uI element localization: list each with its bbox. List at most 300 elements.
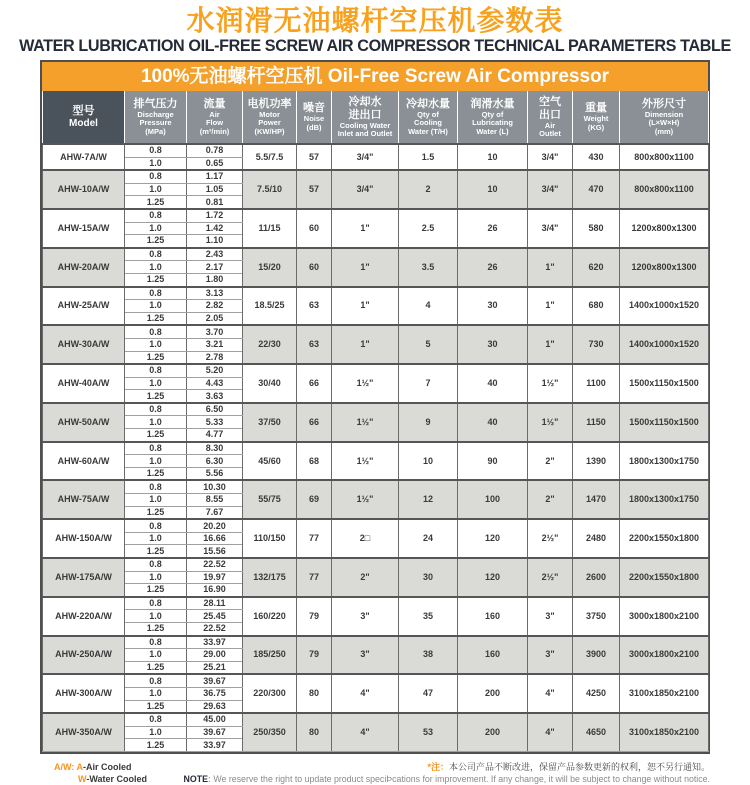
noise-cell: 57 bbox=[297, 170, 332, 209]
pressure-cell: 0.8 bbox=[125, 713, 187, 726]
pressure-cell: 1.25 bbox=[125, 467, 187, 480]
dimension-cell: 3100x1850x2100 bbox=[620, 674, 709, 713]
header-en-line: Discharge bbox=[137, 109, 174, 119]
header-cn-line: 流量 bbox=[203, 97, 226, 110]
noise-cell: 60 bbox=[297, 248, 332, 287]
pressure-cell: 1.0 bbox=[125, 261, 187, 274]
table-row bbox=[43, 558, 709, 571]
weight-cell: 4650 bbox=[573, 713, 620, 751]
pressure-cell: 0.8 bbox=[125, 248, 187, 261]
weight-cell: 580 bbox=[573, 209, 620, 248]
dimension-cell: 1500x1150x1500 bbox=[620, 403, 709, 442]
pressure-cell: 1.25 bbox=[125, 700, 187, 713]
pressure-cell: 1.0 bbox=[125, 494, 187, 507]
column-header-6 bbox=[399, 91, 458, 144]
flow-cell: 1.72 bbox=[187, 209, 243, 222]
pressure-cell: 1.25 bbox=[125, 196, 187, 209]
cooling-water-inlet-cell: 1½" bbox=[332, 403, 399, 442]
flow-cell: 29.63 bbox=[187, 700, 243, 713]
cooling-water-inlet-cell: 1" bbox=[332, 248, 399, 287]
lubricating-water-qty-cell: 40 bbox=[458, 403, 528, 442]
flow-cell: 28.11 bbox=[187, 597, 243, 610]
header-en-line: Outlet bbox=[539, 129, 561, 138]
header-cn-line: 空气 bbox=[539, 95, 561, 108]
cooling-water-inlet-cell: 4" bbox=[332, 674, 399, 713]
flow-cell: 2.43 bbox=[187, 248, 243, 261]
column-header-0 bbox=[43, 91, 125, 144]
lubricating-water-qty-cell: 30 bbox=[458, 287, 528, 326]
pressure-cell: 1.0 bbox=[125, 610, 187, 623]
flow-cell: 5.20 bbox=[187, 364, 243, 377]
air-outlet-cell: 3" bbox=[528, 636, 573, 675]
pressure-cell: 1.25 bbox=[125, 506, 187, 519]
dimension-cell: 1500x1150x1500 bbox=[620, 364, 709, 403]
header-en-line: (KW/HP) bbox=[254, 126, 285, 136]
air-outlet-cell: 2" bbox=[528, 480, 573, 519]
model-cell: AHW-300A/W bbox=[43, 674, 125, 713]
header-row bbox=[43, 91, 709, 144]
flow-cell: 15.56 bbox=[187, 545, 243, 558]
cooling-water-inlet-cell: 3/4" bbox=[332, 170, 399, 209]
lubricating-water-qty-cell: 200 bbox=[458, 713, 528, 751]
flow-cell: 2.78 bbox=[187, 351, 243, 364]
cooling-water-inlet-cell: 3" bbox=[332, 597, 399, 636]
cooling-water-qty-cell: 2.5 bbox=[399, 209, 458, 248]
note-chinese bbox=[427, 761, 710, 773]
pressure-cell: 0.8 bbox=[125, 636, 187, 649]
lubricating-water-qty-cell: 10 bbox=[458, 144, 528, 170]
pressure-cell: 1.25 bbox=[125, 390, 187, 403]
pressure-cell: 0.8 bbox=[125, 364, 187, 377]
model-cell: AHW-350A/W bbox=[43, 713, 125, 751]
pressure-cell: 1.25 bbox=[125, 273, 187, 286]
flow-cell: 39.67 bbox=[187, 726, 243, 739]
pressure-cell: 1.25 bbox=[125, 235, 187, 248]
table-row bbox=[43, 364, 709, 377]
model-cell: AHW-220A/W bbox=[43, 597, 125, 636]
legend-prefix: A/W: bbox=[54, 761, 75, 772]
weight-cell: 2480 bbox=[573, 519, 620, 558]
motor-power-cell: 5.5/7.5 bbox=[243, 144, 297, 170]
table-row bbox=[43, 209, 709, 222]
note-en-label: NOTE bbox=[183, 773, 208, 784]
column-header-5 bbox=[332, 91, 399, 144]
air-outlet-cell: 1" bbox=[528, 325, 573, 364]
motor-power-cell: 45/60 bbox=[243, 442, 297, 481]
noise-cell: 66 bbox=[297, 403, 332, 442]
pressure-cell: 1.0 bbox=[125, 222, 187, 235]
pressure-cell: 0.8 bbox=[125, 403, 187, 416]
cooling-water-qty-cell: 4 bbox=[399, 287, 458, 326]
weight-cell: 620 bbox=[573, 248, 620, 287]
page-title-chinese: 水润滑无油螺杆空压机参数表 bbox=[186, 5, 564, 36]
dimension-cell: 1800x1300x1750 bbox=[620, 480, 709, 519]
pressure-cell: 0.8 bbox=[125, 442, 187, 455]
cooling-water-qty-cell: 3.5 bbox=[399, 248, 458, 287]
pressure-cell: 1.25 bbox=[125, 622, 187, 635]
noise-cell: 77 bbox=[297, 558, 332, 597]
weight-cell: 680 bbox=[573, 287, 620, 326]
air-outlet-cell: 1" bbox=[528, 248, 573, 287]
pressure-cell: 1.25 bbox=[125, 312, 187, 325]
motor-power-cell: 11/15 bbox=[243, 209, 297, 248]
air-outlet-cell: 2½" bbox=[528, 558, 573, 597]
lubricating-water-qty-cell: 26 bbox=[458, 209, 528, 248]
flow-cell: 7.67 bbox=[187, 506, 243, 519]
model-cell: AHW-75A/W bbox=[43, 480, 125, 519]
weight-cell: 1390 bbox=[573, 442, 620, 481]
motor-power-cell: 110/150 bbox=[243, 519, 297, 558]
header-en-line: Flow bbox=[205, 118, 224, 128]
column-header-3 bbox=[243, 91, 297, 144]
pressure-cell: 1.25 bbox=[125, 351, 187, 364]
header-en-line: Model bbox=[69, 117, 98, 129]
flow-cell: 1.05 bbox=[187, 183, 243, 196]
pressure-cell: 1.0 bbox=[125, 338, 187, 351]
header-en-line: Motor bbox=[259, 109, 280, 119]
flow-cell: 45.00 bbox=[187, 713, 243, 726]
note-english bbox=[184, 773, 710, 785]
pressure-cell: 1.25 bbox=[125, 584, 187, 597]
cooling-water-qty-cell: 35 bbox=[399, 597, 458, 636]
pressure-cell: 0.8 bbox=[125, 287, 187, 300]
table-row bbox=[43, 519, 709, 532]
pressure-cell: 1.25 bbox=[125, 739, 187, 752]
header-en-line: Pressure bbox=[139, 118, 172, 128]
header-en-line: Water (L) bbox=[476, 126, 509, 136]
dimension-cell: 1200x800x1300 bbox=[620, 248, 709, 287]
motor-power-cell: 22/30 bbox=[243, 325, 297, 364]
air-outlet-cell: 2½" bbox=[528, 519, 573, 558]
flow-cell: 3.63 bbox=[187, 390, 243, 403]
cooling-water-qty-cell: 30 bbox=[399, 558, 458, 597]
flow-cell: 8.30 bbox=[187, 442, 243, 455]
header-en-line: Inlet and Outlet bbox=[337, 129, 393, 138]
pressure-cell: 0.8 bbox=[125, 597, 187, 610]
flow-cell: 19.97 bbox=[187, 571, 243, 584]
pressure-cell: 0.8 bbox=[125, 209, 187, 222]
cooling-water-qty-cell: 1.5 bbox=[399, 144, 458, 170]
air-outlet-cell: 4" bbox=[528, 674, 573, 713]
weight-cell: 3900 bbox=[573, 636, 620, 675]
header-cn-line: 噪音 bbox=[303, 102, 325, 114]
column-header-1 bbox=[125, 91, 187, 144]
cooling-water-inlet-cell: 1½" bbox=[332, 480, 399, 519]
pressure-cell: 0.8 bbox=[125, 558, 187, 571]
legend-water-cooled bbox=[40, 773, 147, 785]
pressure-cell: 1.25 bbox=[125, 661, 187, 674]
pressure-cell: 0.8 bbox=[125, 674, 187, 687]
motor-power-cell: 220/300 bbox=[243, 674, 297, 713]
cooling-water-inlet-cell: 1½" bbox=[332, 442, 399, 481]
note-cn-prefix: *注： bbox=[427, 761, 449, 772]
model-cell: AHW-150A/W bbox=[43, 519, 125, 558]
header-cn-line: 型号 bbox=[72, 104, 95, 117]
flow-cell: 22.52 bbox=[187, 622, 243, 635]
flow-cell: 22.52 bbox=[187, 558, 243, 571]
noise-cell: 60 bbox=[297, 209, 332, 248]
lubricating-water-qty-cell: 30 bbox=[458, 325, 528, 364]
model-cell: AHW-60A/W bbox=[43, 442, 125, 481]
pressure-cell: 0.8 bbox=[125, 519, 187, 532]
dimension-cell: 3000x1800x2100 bbox=[620, 636, 709, 675]
motor-power-cell: 18.5/25 bbox=[243, 287, 297, 326]
noise-cell: 79 bbox=[297, 597, 332, 636]
table-row bbox=[43, 403, 709, 416]
flow-cell: 3.21 bbox=[187, 338, 243, 351]
lubricating-water-qty-cell: 26 bbox=[458, 248, 528, 287]
model-cell: AHW-250A/W bbox=[43, 636, 125, 675]
lubricating-water-qty-cell: 40 bbox=[458, 364, 528, 403]
note-cn-text: 本公司产品不断改进，保留产品参数更新的权利，恕不另行通知。 bbox=[448, 761, 710, 772]
header-en-line: Cooling bbox=[414, 118, 442, 128]
lubricating-water-qty-cell: 200 bbox=[458, 674, 528, 713]
table-row bbox=[43, 287, 709, 300]
table-header bbox=[43, 91, 709, 144]
spec-table-frame bbox=[40, 60, 710, 754]
cooling-water-qty-cell: 24 bbox=[399, 519, 458, 558]
model-cell: AHW-10A/W bbox=[43, 170, 125, 209]
noise-cell: 80 bbox=[297, 713, 332, 751]
table-row bbox=[43, 636, 709, 649]
noise-cell: 79 bbox=[297, 636, 332, 675]
cooling-water-qty-cell: 10 bbox=[399, 442, 458, 481]
table-row bbox=[43, 170, 709, 183]
lubricating-water-qty-cell: 120 bbox=[458, 519, 528, 558]
cooling-water-qty-cell: 7 bbox=[399, 364, 458, 403]
flow-cell: 3.13 bbox=[187, 287, 243, 300]
flow-cell: 16.66 bbox=[187, 532, 243, 545]
flow-cell: 1.10 bbox=[187, 235, 243, 248]
lubricating-water-qty-cell: 90 bbox=[458, 442, 528, 481]
air-outlet-cell: 4" bbox=[528, 713, 573, 751]
flow-cell: 1.42 bbox=[187, 222, 243, 235]
cooling-water-inlet-cell: 1½" bbox=[332, 364, 399, 403]
note-en-text: We reserve the right to update product speciÞcations for improvement. If any change, it will be subject to change without notice. bbox=[210, 773, 710, 784]
weight-cell: 1150 bbox=[573, 403, 620, 442]
noise-cell: 77 bbox=[297, 519, 332, 558]
flow-cell: 29.00 bbox=[187, 649, 243, 662]
header-en-line: Noise bbox=[303, 114, 325, 123]
flow-cell: 3.70 bbox=[187, 325, 243, 338]
pressure-cell: 1.0 bbox=[125, 571, 187, 584]
noise-cell: 57 bbox=[297, 144, 332, 170]
motor-power-cell: 37/50 bbox=[243, 403, 297, 442]
lubricating-water-qty-cell: 120 bbox=[458, 558, 528, 597]
header-cn-line: 外形尺寸 bbox=[642, 97, 686, 110]
dimension-cell: 800x800x1100 bbox=[620, 170, 709, 209]
weight-cell: 1100 bbox=[573, 364, 620, 403]
model-cell: AHW-175A/W bbox=[43, 558, 125, 597]
cooling-water-inlet-cell: 1" bbox=[332, 325, 399, 364]
page-title-english: WATER LUBRICATION OIL-FREE SCREW AIR COMPRESSOR TECHNICAL PARAMETERS TABLE bbox=[19, 37, 731, 55]
dimension-cell: 1400x1000x1520 bbox=[620, 287, 709, 326]
pressure-cell: 1.25 bbox=[125, 429, 187, 442]
footer bbox=[40, 761, 710, 785]
cooling-water-inlet-cell: 2" bbox=[332, 558, 399, 597]
flow-cell: 33.97 bbox=[187, 636, 243, 649]
header-en-line: Power bbox=[258, 118, 281, 128]
flow-cell: 39.67 bbox=[187, 674, 243, 687]
header-cn-line: 出口 bbox=[539, 108, 561, 121]
flow-cell: 33.97 bbox=[187, 739, 243, 752]
flow-cell: 25.21 bbox=[187, 661, 243, 674]
air-outlet-cell: 1" bbox=[528, 287, 573, 326]
header-cn-line: 冷却水量 bbox=[406, 97, 450, 110]
air-outlet-cell: 3/4" bbox=[528, 144, 573, 170]
pressure-cell: 1.0 bbox=[125, 416, 187, 429]
pressure-cell: 0.8 bbox=[125, 170, 187, 183]
dimension-cell: 800x800x1100 bbox=[620, 144, 709, 170]
motor-power-cell: 15/20 bbox=[243, 248, 297, 287]
lubricating-water-qty-cell: 10 bbox=[458, 170, 528, 209]
lubricating-water-qty-cell: 160 bbox=[458, 597, 528, 636]
header-en-line: (MPa) bbox=[145, 126, 166, 136]
motor-power-cell: 132/175 bbox=[243, 558, 297, 597]
weight-cell: 2600 bbox=[573, 558, 620, 597]
cooling-water-inlet-cell: 3" bbox=[332, 636, 399, 675]
air-outlet-cell: 3" bbox=[528, 597, 573, 636]
flow-cell: 16.90 bbox=[187, 584, 243, 597]
table-row bbox=[43, 442, 709, 455]
column-header-10 bbox=[620, 91, 709, 144]
pressure-cell: 1.25 bbox=[125, 545, 187, 558]
flow-cell: 0.78 bbox=[187, 144, 243, 157]
header-en-line: (L×W×H) bbox=[648, 118, 680, 128]
cooling-water-inlet-cell: 1" bbox=[332, 287, 399, 326]
legend-a-key: A bbox=[76, 761, 84, 772]
pressure-cell: 1.0 bbox=[125, 649, 187, 662]
cooling-water-inlet-cell: 4" bbox=[332, 713, 399, 751]
flow-cell: 2.05 bbox=[187, 312, 243, 325]
header-cn-line: 排气压力 bbox=[133, 97, 178, 110]
header-cn-line: 进出口 bbox=[348, 108, 382, 121]
weight-cell: 1470 bbox=[573, 480, 620, 519]
flow-cell: 36.75 bbox=[187, 687, 243, 700]
legend-w-text: -Water Cooled bbox=[86, 773, 147, 784]
noise-cell: 69 bbox=[297, 480, 332, 519]
weight-cell: 730 bbox=[573, 325, 620, 364]
model-cell: AHW-7A/W bbox=[43, 144, 125, 170]
cooling-water-qty-cell: 53 bbox=[399, 713, 458, 751]
table-row bbox=[43, 144, 709, 157]
flow-cell: 5.33 bbox=[187, 416, 243, 429]
pressure-cell: 1.0 bbox=[125, 377, 187, 390]
column-header-9 bbox=[573, 91, 620, 144]
header-cn-line: 重量 bbox=[585, 102, 607, 114]
header-cn-line: 冷却水 bbox=[348, 95, 382, 108]
flow-cell: 20.20 bbox=[187, 519, 243, 532]
weight-cell: 470 bbox=[573, 170, 620, 209]
header-en-line: Dimension bbox=[644, 109, 684, 119]
note-en-colon: : bbox=[207, 773, 211, 784]
cooling-water-qty-cell: 12 bbox=[399, 480, 458, 519]
air-outlet-cell: 3/4" bbox=[528, 170, 573, 209]
table-row bbox=[43, 248, 709, 261]
air-outlet-cell: 1½" bbox=[528, 403, 573, 442]
model-cell: AHW-15A/W bbox=[43, 209, 125, 248]
flow-cell: 2.17 bbox=[187, 261, 243, 274]
column-header-8 bbox=[528, 91, 573, 144]
table-row bbox=[43, 597, 709, 610]
flow-cell: 6.30 bbox=[187, 455, 243, 468]
cooling-water-qty-cell: 2 bbox=[399, 170, 458, 209]
header-en-line: (dB) bbox=[306, 122, 322, 132]
flow-cell: 2.82 bbox=[187, 300, 243, 313]
header-en-line: Air bbox=[544, 120, 556, 130]
dimension-cell: 1800x1300x1750 bbox=[620, 442, 709, 481]
pressure-cell: 1.0 bbox=[125, 687, 187, 700]
model-cell: AHW-25A/W bbox=[43, 287, 125, 326]
flow-cell: 1.80 bbox=[187, 273, 243, 286]
pressure-cell: 0.8 bbox=[125, 144, 187, 157]
header-cn-line: 润滑水量 bbox=[470, 97, 515, 110]
model-cell: AHW-30A/W bbox=[43, 325, 125, 364]
dimension-cell: 1400x1000x1520 bbox=[620, 325, 709, 364]
pressure-cell: 1.0 bbox=[125, 532, 187, 545]
column-header-2 bbox=[187, 91, 243, 144]
motor-power-cell: 30/40 bbox=[243, 364, 297, 403]
air-outlet-cell: 1½" bbox=[528, 364, 573, 403]
flow-cell: 25.45 bbox=[187, 610, 243, 623]
header-cn-line: 电机功率 bbox=[247, 97, 292, 110]
table-body bbox=[43, 144, 709, 751]
flow-cell: 6.50 bbox=[187, 403, 243, 416]
cooling-water-inlet-cell: 1" bbox=[332, 209, 399, 248]
header-en-line: (mm) bbox=[654, 126, 674, 136]
dimension-cell: 2200x1550x1800 bbox=[620, 519, 709, 558]
table-banner: 100%无油螺杆空压机 Oil-Free Screw Air Compressor bbox=[42, 62, 708, 91]
model-cell: AHW-20A/W bbox=[43, 248, 125, 287]
spec-table bbox=[42, 91, 709, 752]
flow-cell: 4.43 bbox=[187, 377, 243, 390]
noise-cell: 68 bbox=[297, 442, 332, 481]
header-en-line: Lubricating bbox=[472, 118, 513, 128]
column-header-7 bbox=[458, 91, 528, 144]
pressure-cell: 0.8 bbox=[125, 325, 187, 338]
lubricating-water-qty-cell: 100 bbox=[458, 480, 528, 519]
weight-cell: 4250 bbox=[573, 674, 620, 713]
column-header-4 bbox=[297, 91, 332, 144]
motor-power-cell: 160/220 bbox=[243, 597, 297, 636]
header-en-line: Qty of bbox=[417, 109, 439, 119]
cooling-water-qty-cell: 5 bbox=[399, 325, 458, 364]
flow-cell: 0.65 bbox=[187, 157, 243, 170]
flow-cell: 5.56 bbox=[187, 467, 243, 480]
flow-cell: 10.30 bbox=[187, 480, 243, 493]
cooling-water-inlet-cell: 2□ bbox=[332, 519, 399, 558]
motor-power-cell: 185/250 bbox=[243, 636, 297, 675]
pressure-cell: 1.0 bbox=[125, 157, 187, 170]
pressure-cell: 0.8 bbox=[125, 480, 187, 493]
flow-cell: 8.55 bbox=[187, 494, 243, 507]
motor-power-cell: 250/350 bbox=[243, 713, 297, 751]
pressure-cell: 1.0 bbox=[125, 455, 187, 468]
weight-cell: 3750 bbox=[573, 597, 620, 636]
header-en-line: (m³/min) bbox=[199, 126, 230, 136]
model-cell: AHW-50A/W bbox=[43, 403, 125, 442]
cooling-water-qty-cell: 38 bbox=[399, 636, 458, 675]
motor-power-cell: 55/75 bbox=[243, 480, 297, 519]
header-en-line: (KG) bbox=[587, 122, 605, 132]
lubricating-water-qty-cell: 160 bbox=[458, 636, 528, 675]
cooling-water-inlet-cell: 3/4" bbox=[332, 144, 399, 170]
flow-cell: 1.17 bbox=[187, 170, 243, 183]
legend-a-text: -Air Cooled bbox=[83, 761, 132, 772]
noise-cell: 63 bbox=[297, 287, 332, 326]
dimension-cell: 2200x1550x1800 bbox=[620, 558, 709, 597]
noise-cell: 66 bbox=[297, 364, 332, 403]
